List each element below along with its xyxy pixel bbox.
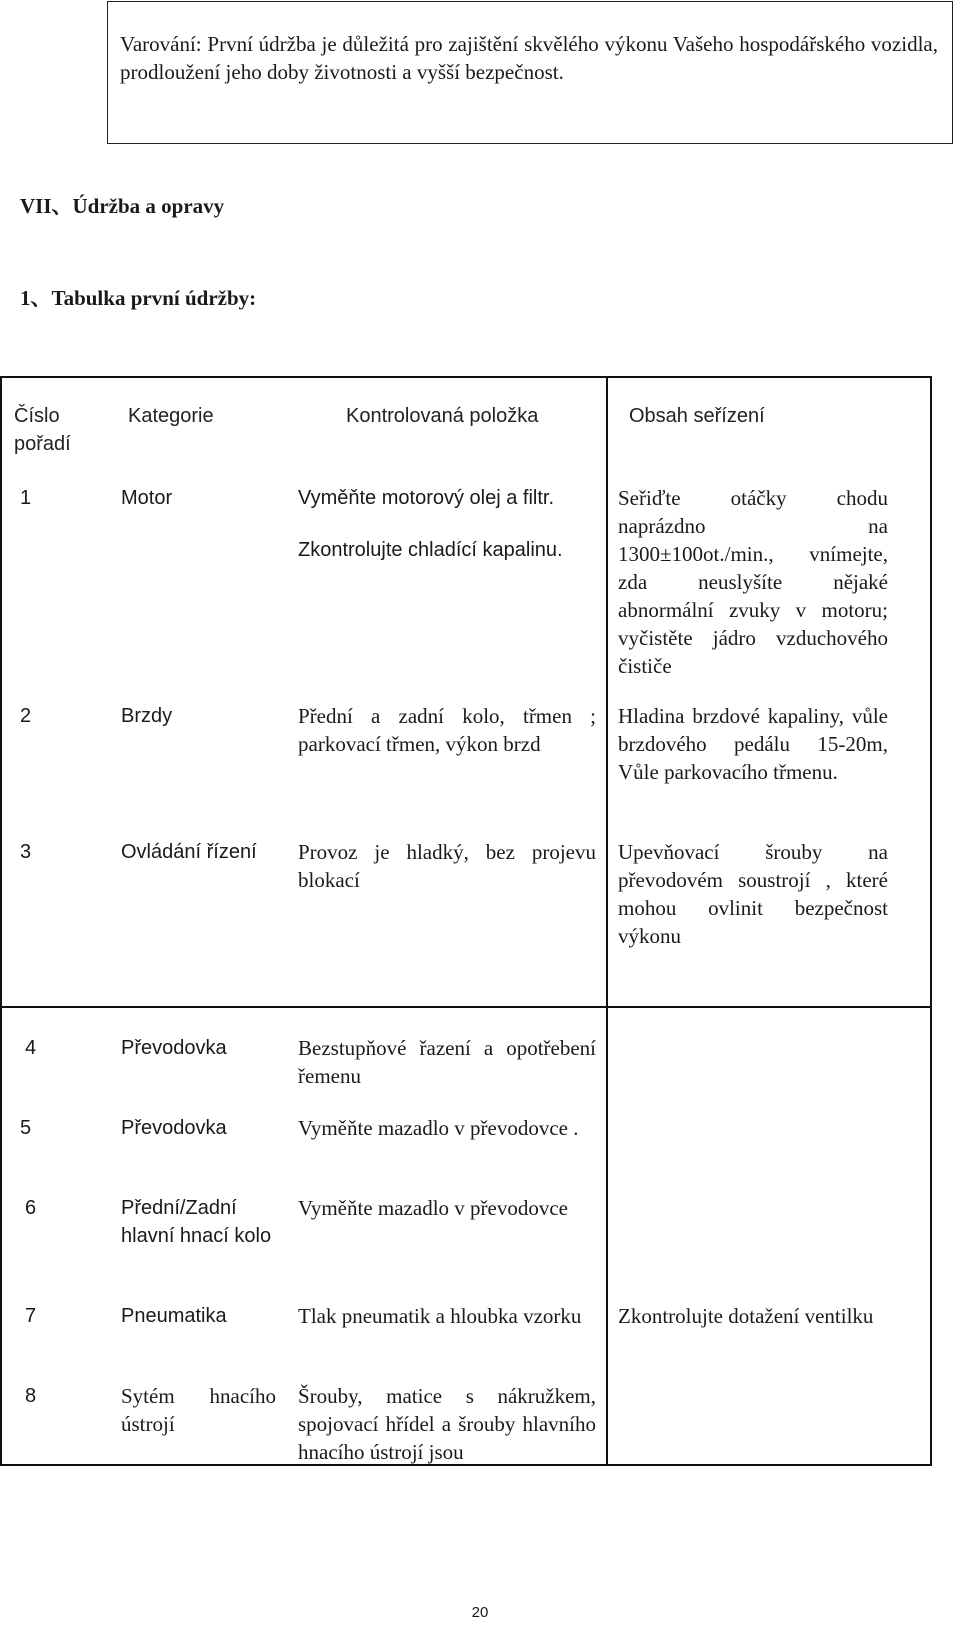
table-divider-content [606,376,608,1466]
row3-content: Upevňovací šrouby na převodovém soustrojí , které mohou ovlinit bezpečnost výkonu [618,840,888,948]
header-number: Číslo pořadí [14,405,71,455]
row4-category: Převodovka [121,1037,227,1059]
page-number: 20 [471,1604,489,1621]
row7-number: 7 [25,1305,37,1327]
row1-item2: Zkontrolujte chladící kapalinu. [298,539,563,561]
row1-number: 1 [20,487,32,509]
row1-content: Seřiďte otáčky chodu naprázdno na 1300±100ot./min., vnímejte, zda neuslyšíte nějaké abnormální zvuky v motoru; vyčistěte jádro vzduchového čističe [618,486,888,678]
row7-item: Tlak pneumatik a hloubka vzorku [298,1304,582,1328]
row5-item: Vyměňte mazadlo v převodovce . [298,1116,579,1140]
row6-category: Přední/Zadní hlavní hnací kolo [121,1197,272,1247]
row6-item: Vyměňte mazadlo v převodovce [298,1196,568,1220]
row6-number: 6 [25,1197,37,1219]
table-divider-group [0,1006,932,1008]
row2-category: Brzdy [121,705,173,727]
warning-label: Varování: [120,32,202,56]
header-category: Kategorie [128,405,214,427]
warning-box [107,1,953,144]
row7-category: Pneumatika [121,1305,227,1327]
row3-category: Ovládání řízení [121,841,257,863]
row2-number: 2 [20,705,32,727]
row1-item: Vyměňte motorový olej a filtr. [298,487,555,509]
row8-category: Sytém hnacího ústrojí [121,1384,276,1436]
maintenance-table [0,392,932,1522]
row3-number: 3 [20,841,32,863]
subsection-title: 1、Tabulka první údržby: [20,286,257,310]
row8-number: 8 [25,1385,37,1407]
table-left-border [0,376,2,1466]
row4-item: Bezstupňové řazení a opotřebení řemenu [298,1036,596,1088]
header-item: Kontrolovaná položka [346,405,539,427]
warning-text [120,30,938,86]
row5-category: Převodovka [121,1117,227,1139]
row3-item: Provoz je hladký, bez projevu blokací [298,840,596,892]
header-content: Obsah seřízení [629,405,765,427]
row7-content: Zkontrolujte dotažení ventilku [618,1304,874,1328]
row2-item: Přední a zadní kolo, třmen ; parkovací třmen, výkon brzd [298,704,596,756]
warning-body: První údržba je důležitá pro zajištění skvělého výkonu Vašeho hospodářského vozidla, prodloužení jeho doby životnosti a vyšší bezpečnost. [120,32,938,84]
row5-number: 5 [20,1117,32,1139]
row4-number: 4 [25,1037,37,1059]
row1-category: Motor [121,487,173,509]
row8-item: Šrouby, matice s nákružkem, spojovací hřídel a šrouby hlavního hnacího ústrojí jsou [298,1384,596,1464]
section-title: VII、Údržba a opravy [20,194,225,218]
table-top-border [0,376,932,378]
row2-content: Hladina brzdové kapaliny, vůle brzdového pedálu 15-20m, Vůle parkovacího třmenu. [618,704,888,784]
table-right-border [930,376,932,1466]
